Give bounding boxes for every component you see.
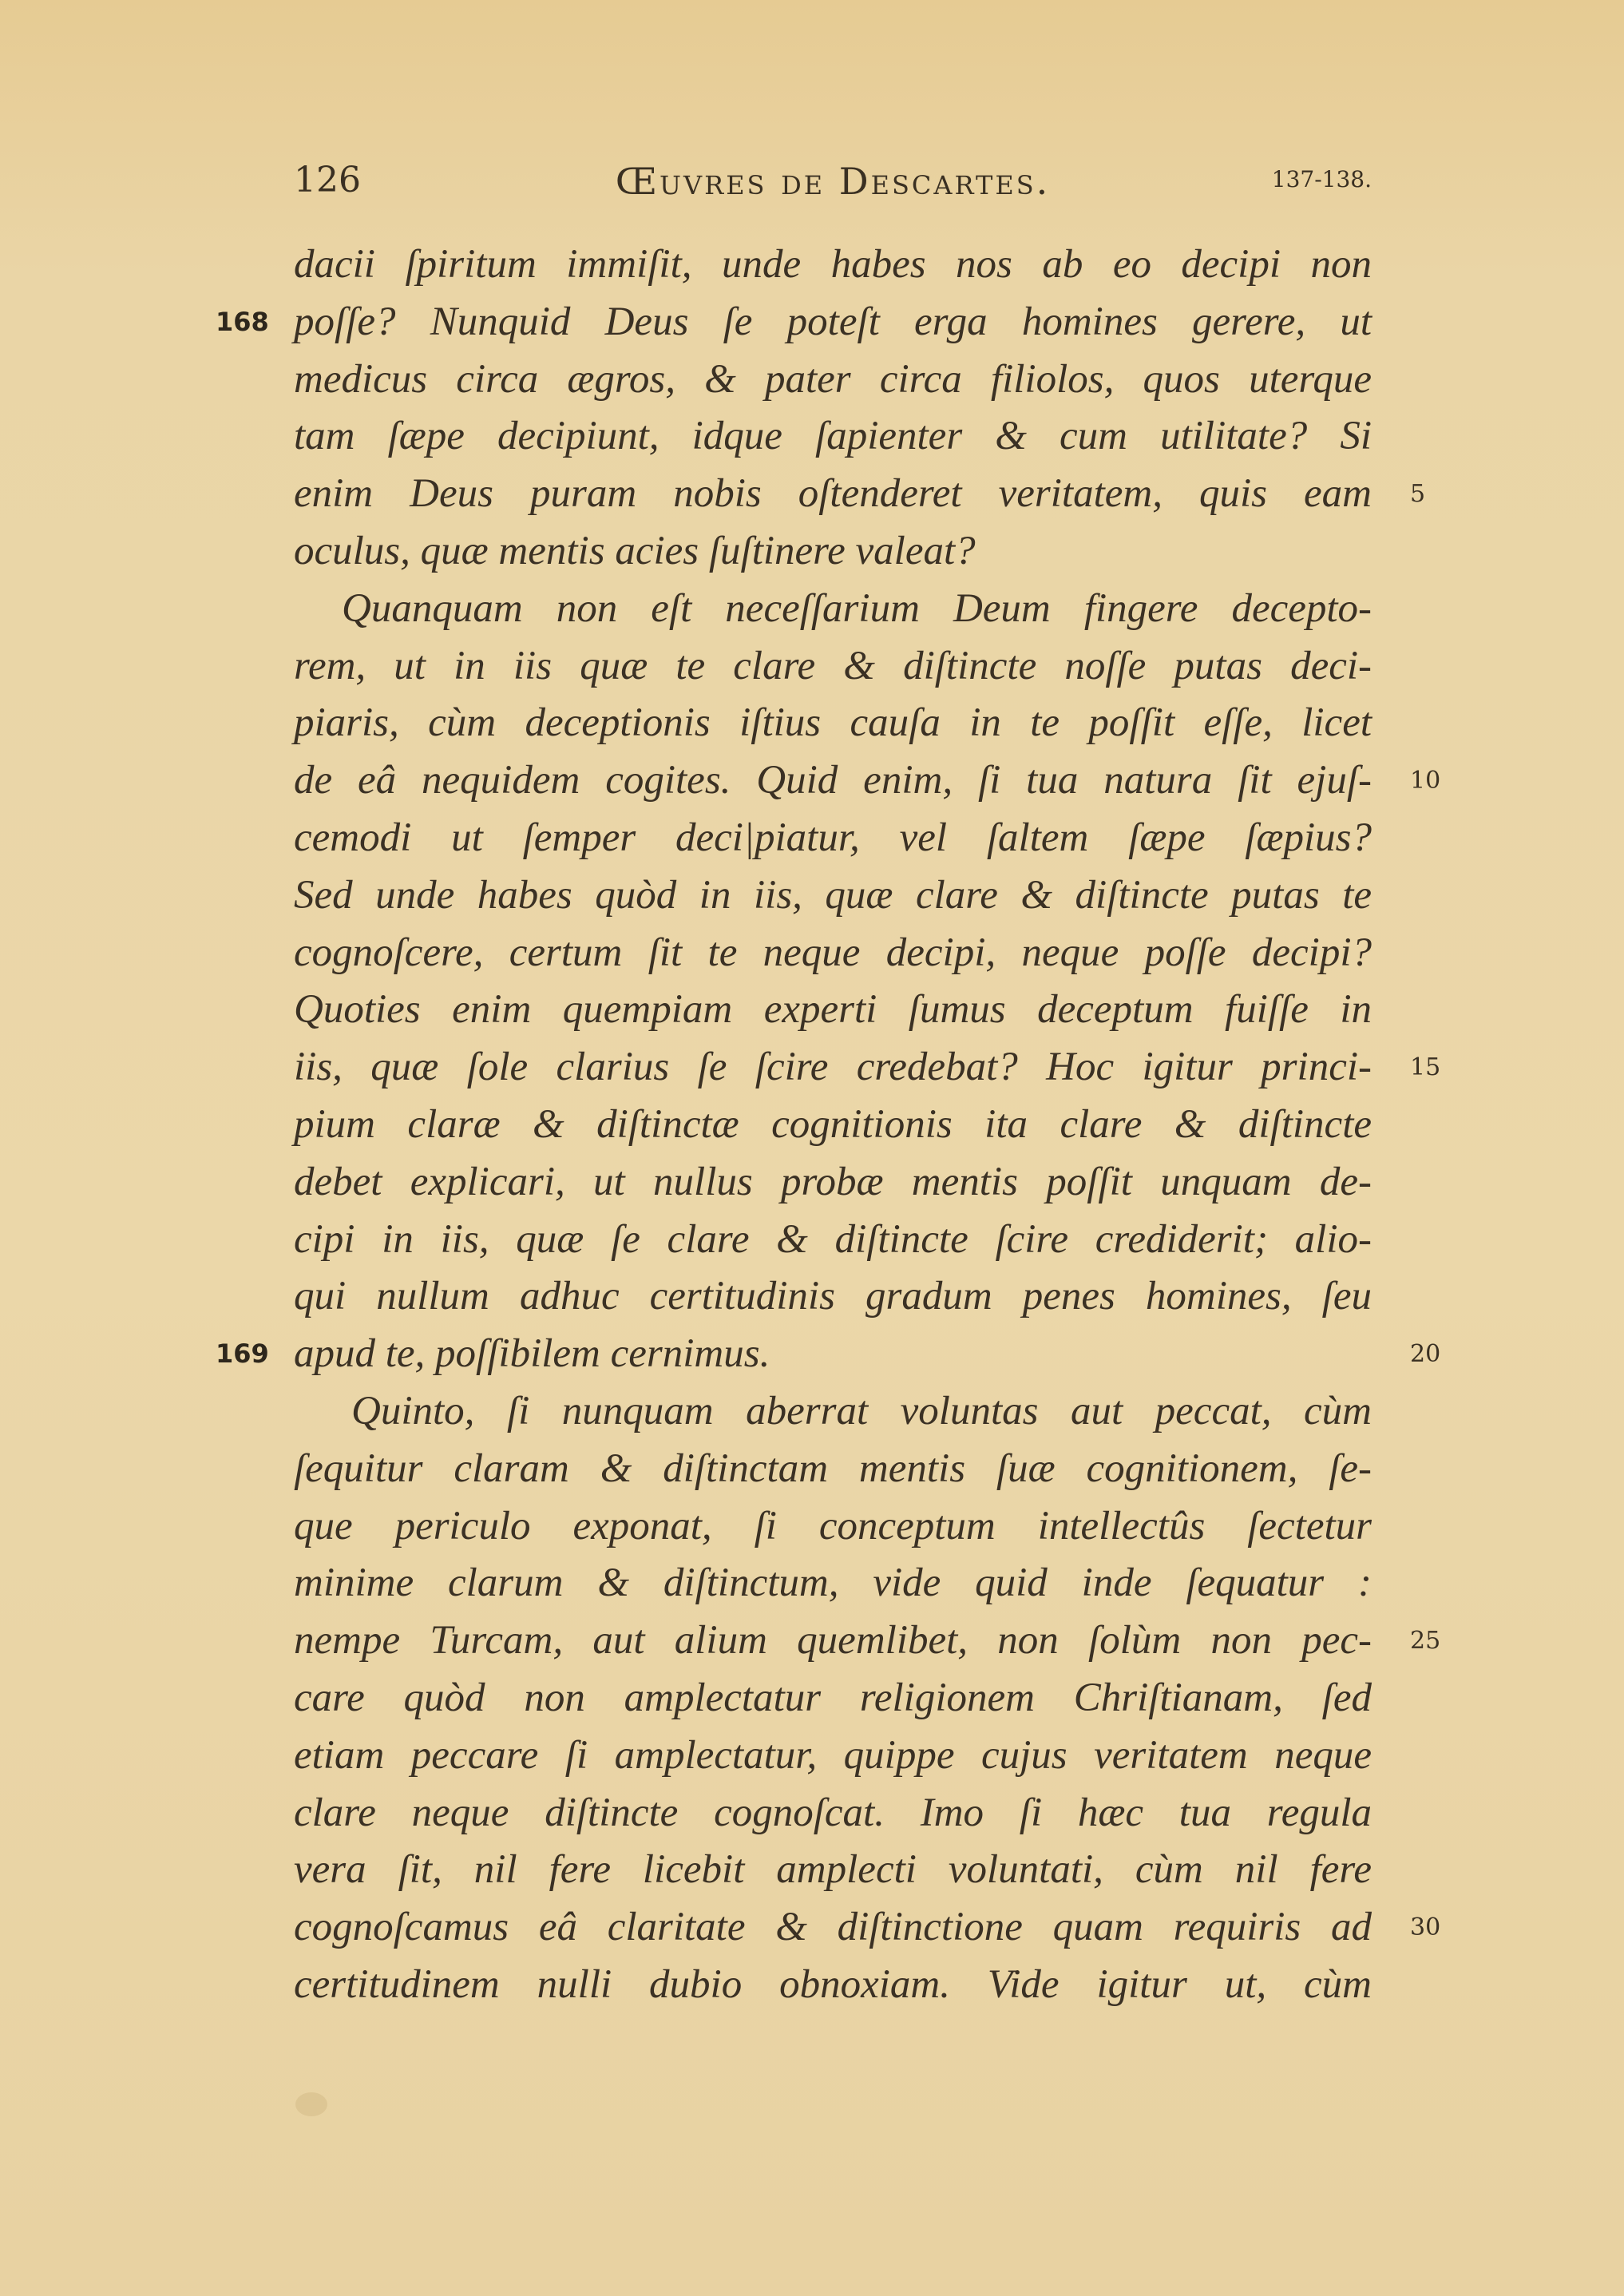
line-text: qui nullum adhuc certitudinis gradum penes homines, ſeu xyxy=(294,1274,1372,1319)
text-line xyxy=(294,752,1441,810)
line-number: 5 xyxy=(1410,480,1426,509)
text-line xyxy=(294,1268,1372,1326)
margin-page-ref: 168 xyxy=(216,306,269,337)
line-text: rem, ut in iis quæ te clare & diſtincte noſſe putas deci- xyxy=(294,643,1372,688)
line-text: Quoties enim quempiam experti ſumus deceptum fuiſſe in xyxy=(294,987,1372,1033)
margin-page-ref: 169 xyxy=(216,1338,269,1370)
line-text: Quinto, ſi nunquam aberrat voluntas aut peccat, cùm xyxy=(351,1388,1372,1434)
text-line xyxy=(294,925,1372,982)
line-text: minime clarum & diſtinctum, vide quid inde ſequatur : xyxy=(294,1560,1372,1606)
line-text: que periculo exponat, ſi conceptum intellectûs ſectetur xyxy=(294,1503,1372,1549)
text-line xyxy=(294,523,1372,581)
reference-numbers: 137-138. xyxy=(1271,166,1372,192)
text-line xyxy=(294,695,1372,752)
text-line xyxy=(294,1211,1372,1269)
text-body xyxy=(216,236,1441,2014)
line-number: 15 xyxy=(1410,1053,1441,1082)
line-text: cognoſcere, certum ſit te neque decipi, neque poſſe decipi? xyxy=(294,930,1372,975)
text-line xyxy=(294,1842,1372,1899)
line-text: pium claræ & diſtinctæ cognitionis ita clare & diſtincte xyxy=(294,1101,1372,1147)
line-text: vera ſit, nil fere licebit amplecti voluntati, cùm nil fere xyxy=(294,1847,1372,1893)
line-text: certitudinem nulli dubio obnoxiam. Vide igitur ut, cùm xyxy=(294,1961,1372,2007)
text-line xyxy=(294,1555,1372,1612)
text-line xyxy=(294,581,1372,638)
line-text: iis, quæ ſole clarius ſe ſcire credebat? Hoc igitur princi- xyxy=(294,1045,1372,1090)
line-number: 10 xyxy=(1410,767,1441,795)
line-text: nempe Turcam, aut alium quemlibet, non ſolùm non pec- xyxy=(294,1618,1372,1664)
line-text: care quòd non amplectatur religionem Chriſtianam, ſed xyxy=(294,1675,1372,1720)
line-text: Sed unde habes quòd in iis, quæ clare & diſtincte putas te xyxy=(294,872,1372,918)
line-number: 20 xyxy=(1410,1340,1441,1369)
text-line xyxy=(294,867,1372,925)
text-line xyxy=(294,466,1426,523)
line-text: cipi in iis, quæ ſe clare & diſtincte ſcire crediderit; alio- xyxy=(294,1216,1372,1262)
text-line xyxy=(294,1612,1441,1670)
text-line xyxy=(294,1899,1441,1957)
text-line xyxy=(216,1326,1441,1383)
line-text: etiam peccare ſi amplectatur, quippe cujus veritatem neque xyxy=(294,1732,1372,1778)
line-number: 30 xyxy=(1410,1913,1441,1942)
line-text: cognoſcamus eâ claritate & diſtinctione quam requiris ad xyxy=(294,1905,1372,1950)
line-text: poſſe? Nunquid Deus ſe poteſt erga homines gerere, ut xyxy=(294,299,1372,344)
text-line xyxy=(294,1383,1372,1441)
line-text: enim Deus puram nobis oſtenderet veritatem, quis eam xyxy=(294,471,1372,517)
text-line xyxy=(294,810,1372,867)
text-line xyxy=(294,638,1372,696)
text-line xyxy=(294,1154,1372,1211)
line-text: clare neque diſtincte cognoſcat. Imo ſi hæc tua regula xyxy=(294,1790,1372,1835)
line-text: dacii ſpiritum immiſit, unde habes nos ab eo decipi non xyxy=(294,242,1372,287)
text-line xyxy=(216,294,1372,351)
text-line xyxy=(294,981,1372,1039)
line-text: oculus, quæ mentis acies ſuſtinere valeat? xyxy=(294,528,976,573)
text-line xyxy=(294,351,1372,409)
text-line xyxy=(294,1670,1372,1727)
line-text: cemodi ut ſemper deci|piatur, vel ſaltem ſæpe ſæpius? xyxy=(294,815,1372,860)
line-text: apud te, poſſibilem cernimus. xyxy=(294,1331,770,1377)
page-title: Œuvres de Descartes. xyxy=(615,160,1051,203)
text-line xyxy=(294,236,1372,294)
line-text: de eâ nequidem cogites. Quid enim, ſi tua natura ſit ejuſ- xyxy=(294,758,1372,803)
page-number: 126 xyxy=(294,160,361,200)
line-text: tam ſæpe decipiunt, idque ſapienter & cum utilitate? Si xyxy=(294,414,1372,459)
line-text: debet explicari, ut nullus probæ mentis poſſit unquam de- xyxy=(294,1159,1372,1204)
line-text: medicus circa ægros, & pater circa filiolos, quos uterque xyxy=(294,356,1372,402)
line-number: 25 xyxy=(1410,1627,1441,1656)
text-line xyxy=(294,1096,1372,1154)
text-line xyxy=(294,1957,1372,2014)
paper-stain xyxy=(295,2092,327,2116)
text-line xyxy=(294,1441,1372,1498)
line-text: Quanquam non eſt neceſſarium Deum fingere decepto- xyxy=(342,585,1372,631)
text-line xyxy=(294,1039,1441,1096)
text-line xyxy=(294,1498,1372,1556)
running-header xyxy=(294,160,1372,208)
line-text: ſequitur claram & diſtinctam mentis ſuæ cognitionem, ſe- xyxy=(294,1445,1372,1491)
text-line xyxy=(294,408,1372,466)
line-text: piaris, cùm deceptionis iſtius cauſa in te poſſit eſſe, licet xyxy=(294,700,1372,746)
text-line xyxy=(294,1785,1372,1842)
text-line xyxy=(294,1727,1372,1785)
